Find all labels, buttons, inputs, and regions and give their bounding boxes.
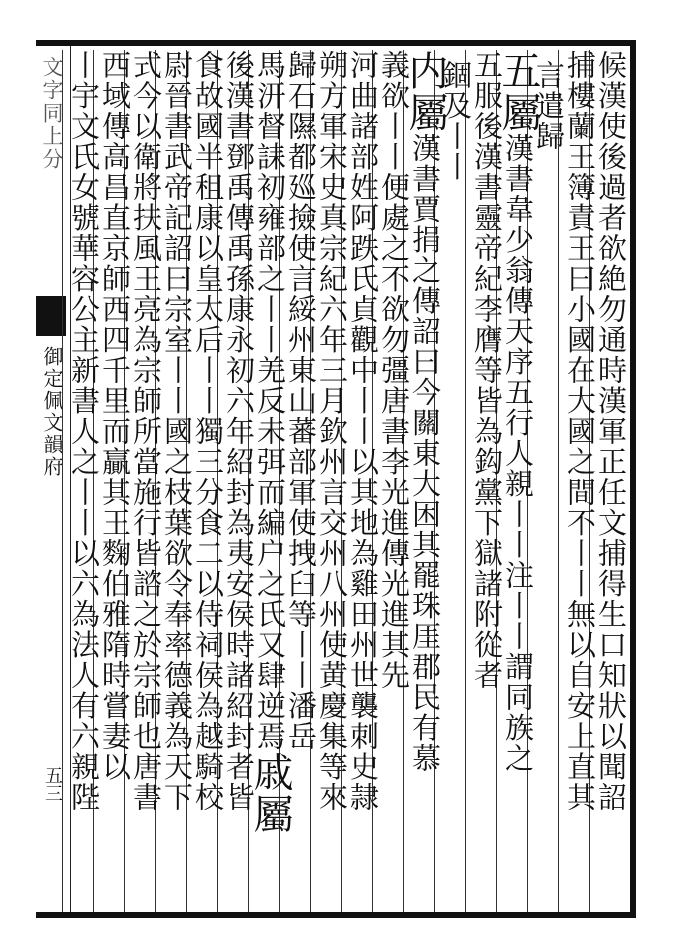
- text-column-8: 義欲丨丨便處之不欲勿彊唐書李光進傳光進其先: [372, 50, 413, 912]
- text-column-5: 五服後漢書靈帝紀李膺等皆為鈎黨下獄諸附從者: [465, 50, 506, 912]
- text-column-15: 尉晉書武帝記詔曰宗室丨丨國之枝葉欲令奉率德義為天下: [155, 50, 196, 912]
- text-column-7: 内屬漢書賈捐之傳詔曰今關東大困其罷珠厓郡民有慕: [403, 50, 444, 912]
- entry-heading: 内屬: [402, 50, 448, 133]
- text-column-18: 丨宇文氏女號華容公主新書人之丨丨以六為法人有六親陛: [62, 50, 103, 912]
- text-column-17: 西域傳高昌直京師西四千里而贏其王麴伯雅隋時嘗妻以: [93, 50, 134, 912]
- text-column-4: 五屬漢書韋少翁傳天序五行人親丨丨注丨丨謂同族之: [496, 50, 537, 912]
- text-column-13: 後漢書鄧禹傳禹孫康永初六年紹封為夷安侯時諸紹封者皆: [217, 50, 258, 912]
- text-column-11: 歸石隰都廵撿使言綏州東山蕃部軍使拽臼等丨丨潘岳: [279, 50, 320, 912]
- page-frame: [36, 40, 636, 918]
- text-column-10: 朔方軍宋史真宗紀六年三月欽州言交州八州使黄慶集等來: [310, 50, 351, 912]
- text-column-1: 候漢使後過者欲絶勿通時漢軍正任文捕得生口知狀以聞詔: [589, 50, 630, 912]
- text-column-16: 式今以衛將扶風王亮為宗師所當施行皆諮之於宗師也唐書: [124, 50, 165, 912]
- spine-title: 御定佩文韻府: [40, 346, 64, 478]
- entry-heading: 五屬: [495, 50, 541, 133]
- text-column-12: 馬汧督誄初雍部之丨丨羌反未弭而編户之氏又肆逆焉戚屬: [248, 50, 289, 912]
- text-column-6: 錮及丨丨: [434, 50, 475, 912]
- right-border: [630, 40, 636, 918]
- text-column-14: 食故國半租康以皇太后丨丨獨三分食二以侍祠侯為越騎校: [186, 50, 227, 912]
- entry-heading: 戚屬: [247, 751, 293, 835]
- text-column-2: 捕樓蘭王簿責王曰小國在大國之間不丨丨無以自安上直其: [558, 50, 599, 912]
- bottom-border: [36, 912, 636, 918]
- text-column-9: 河曲諸部姓阿跌氏貞觀中丨丨以其地為雞田州世襲刺史隷: [341, 50, 382, 912]
- spine-faint-text: 文字同上分: [40, 56, 64, 171]
- text-column-3: 言遣歸: [527, 50, 568, 912]
- page-number: 五三: [42, 766, 63, 802]
- top-border: [36, 40, 636, 46]
